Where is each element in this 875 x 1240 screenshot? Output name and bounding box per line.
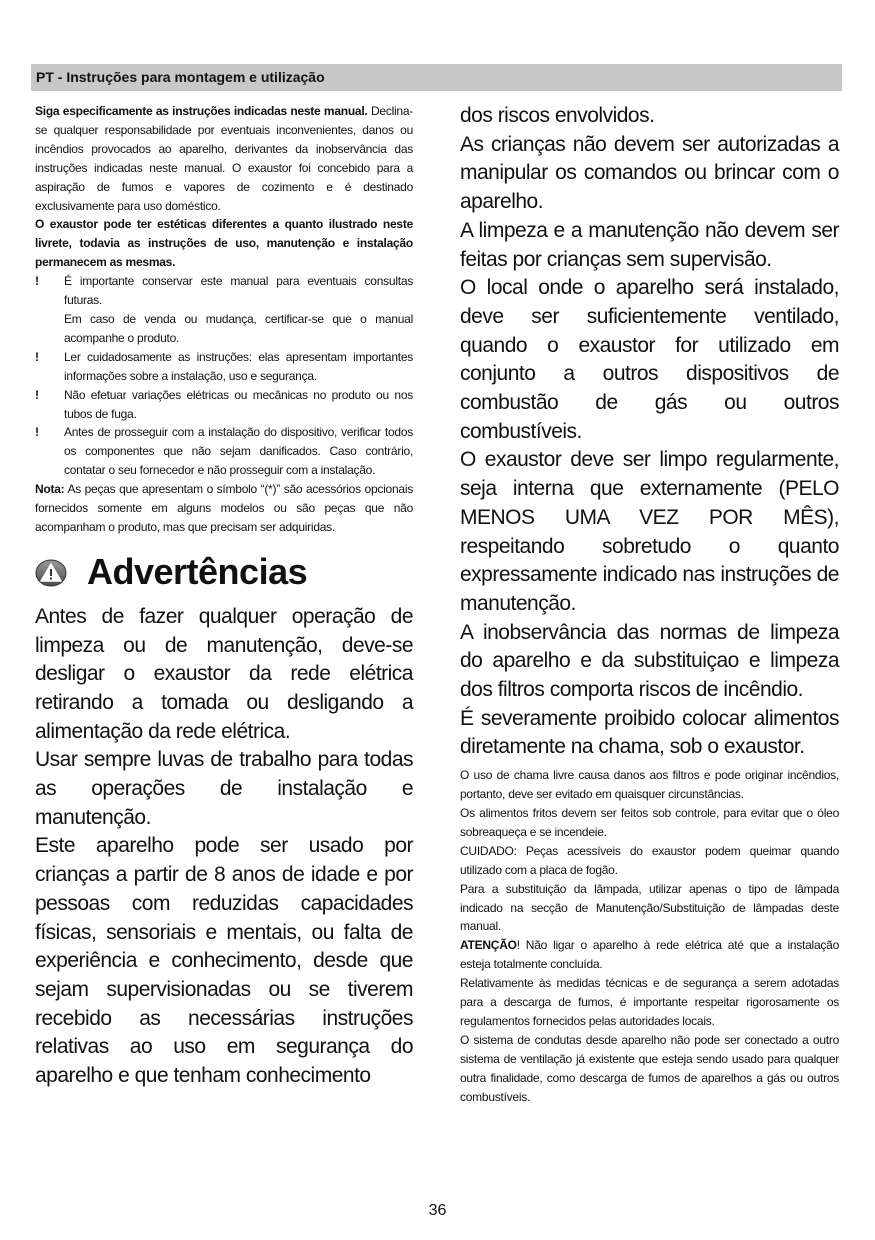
section-header-bar xyxy=(31,64,842,91)
bullet-item xyxy=(35,386,413,424)
right-small-text xyxy=(460,766,839,1106)
bullet-text: Não efetuar variações elétricas ou mecânicas no produto ou nos tubos de fuga. xyxy=(64,387,413,421)
warning-icon xyxy=(35,559,67,587)
right-warnings-text xyxy=(460,102,839,762)
bullet-text: Ler cuidadosamente as instruções: elas apresentam importantes informações sobre a instalação, uso e segurança. xyxy=(64,349,413,383)
section-header-title: PT - Instruções para montagem e utilização xyxy=(36,69,325,85)
left-column xyxy=(35,102,413,1091)
small-paragraph: Para a substituição da lâmpada, utilizar apenas o tipo de lâmpada indicado na secção de Manutenção/Substituição de lâmpadas deste manual. xyxy=(460,881,839,934)
right-column xyxy=(460,102,839,1106)
small-paragraph: Os alimentos fritos devem ser feitos sob controle, para evitar que o óleo sobreaqueça e se incendeie. xyxy=(460,805,839,839)
attention-label: ATENÇÃO xyxy=(460,938,517,953)
bullet-text: É importante conservar este manual para eventuais consultas futuras. xyxy=(64,274,413,308)
small-paragraph: O uso de chama livre causa danos aos filtros e pode originar incêndios, portanto, deve ser evitado em quaisquer circunstâncias. xyxy=(460,768,839,802)
small-paragraph: O sistema de condutas desde aparelho não pode ser conectado a outro sistema de ventilação já existente que esteja sendo usado para qualquer outra finalidade, como descarga de fumos de aparelhos a gás ou outros combustíveis. xyxy=(460,1032,839,1104)
warning-paragraph: É severamente proibido colocar alimentos diretamente na chama, sob o exaustor. xyxy=(460,706,839,759)
warning-paragraph: A limpeza e a manutenção não devem ser feitas por crianças sem supervisão. xyxy=(460,218,839,271)
warning-paragraph: O local onde o aparelho será instalado, deve ser suficientemente ventilado, quando o exaustor for utilizado em conjunto a outros dispositivos de combustão de gás ou outros combustíveis. xyxy=(460,276,839,443)
warning-paragraph: dos riscos envolvidos. xyxy=(460,104,655,127)
bullet-item xyxy=(35,348,413,386)
intro-block xyxy=(35,102,413,537)
warning-paragraph: Usar sempre luvas de trabalho para todas as operações de instalação e manutenção. xyxy=(35,748,413,829)
bullet-item xyxy=(35,272,413,348)
bullet-text: Antes de prosseguir com a instalação do dispositivo, verificar todos os componentes que não sejam danificados. Caso contrário, contatar o seu fornecedor e não prosseguir com a instalação. xyxy=(64,425,413,478)
exclamation-mark: ! xyxy=(35,349,39,364)
warning-paragraph: Este aparelho pode ser usado por crianças a partir de 8 anos de idade e por pessoas com reduzidas capacidades físicas, sensoriais e mentais, ou falta de experiência e conhecimento, desde que sejam supervisionadas ou se tiverem recebido as necessárias instruções relativas ao uso em segurança do aparelho e que tenham conhecimento xyxy=(35,834,413,1088)
small-paragraph: Relativamente às medidas técnicas e de segurança a serem adotadas para a descarga de fumos, é importante respeitar rigorosamente os regulamentos fornecidos pelas autoridades locais. xyxy=(460,976,839,1028)
warnings-title: Advertências xyxy=(87,550,308,592)
intro-paragraph xyxy=(35,102,413,215)
warnings-heading xyxy=(35,551,413,603)
small-paragraph: CUIDADO: Peças acessíveis do exaustor podem queimar quando utilizado com a placa de fogão. xyxy=(460,843,839,877)
exclamation-mark: ! xyxy=(35,274,39,289)
warning-paragraph: A inobservância das normas de limpeza do aparelho e da substituiçao e limpeza dos filtros comporta riscos de incêndio. xyxy=(460,620,839,702)
note-paragraph xyxy=(35,480,413,537)
warning-paragraph: As crianças não devem ser autorizadas a manipular os comandos ou brincar com o aparelho. xyxy=(460,132,839,214)
attention-paragraph xyxy=(460,936,839,974)
exclamation-mark: ! xyxy=(35,425,39,440)
warning-paragraph: O exaustor deve ser limpo regularmente, seja interna que externamente (PELO MENOS UMA VEZ POR MÊS), respeitando sobretudo o quanto expressamente indicado nas instruções de manutenção. xyxy=(460,448,839,615)
warning-paragraph: Antes de fazer qualquer operação de limpeza ou de manutenção, deve-se desligar o exaustor da rede elétrica retirando a tomada ou desligando a alimentação da rede elétrica. xyxy=(35,604,413,743)
bullet-item xyxy=(35,423,413,480)
exclamation-mark: ! xyxy=(35,387,39,402)
warnings-text xyxy=(35,603,413,1091)
aesthetic-paragraph: O exaustor pode ter estéticas diferentes a quanto ilustrado neste livrete, todavia as instruções de uso, manutenção e instalação permanecem as mesmas. xyxy=(35,217,413,270)
note-text: As peças que apresentam o símbolo “(*)” são acessórios opcionais fornecidos somente em alguns modelos ou são peças que não acompanham o produto, mas que precisam ser adquiridas. xyxy=(35,482,413,534)
note-label: Nota: xyxy=(35,482,65,497)
intro-text: Declina-se qualquer responsabilidade por eventuais inconvenientes, danos ou incêndios provocados ao aparelho, derivantes da inobservância das instruções indicadas neste manual. O exaustor foi concebido para a aspiração de fumos e vapores de cozimento e é destinado exclusivamente para uso doméstico. xyxy=(35,104,413,213)
page-number: 36 xyxy=(428,1202,447,1219)
intro-bold: Siga especificamente as instruções indicadas neste manual. xyxy=(35,104,368,118)
bullet-continuation: Em caso de venda ou mudança, certificar-se que o manual acompanhe o produto. xyxy=(64,311,413,345)
attention-text: ! Não ligar o aparelho à rede elétrica até que a instalação esteja totalmente concluída. xyxy=(460,938,839,972)
